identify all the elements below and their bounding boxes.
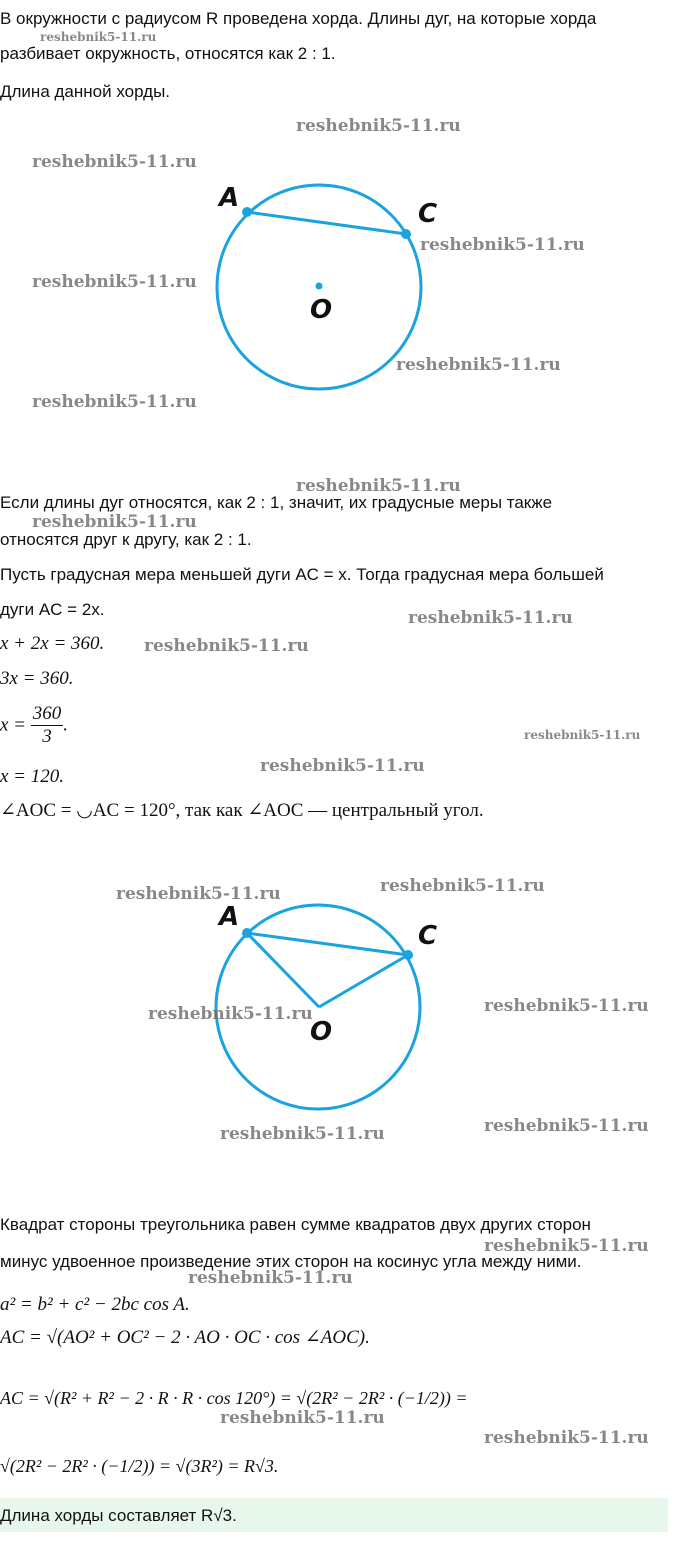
watermark: reshebnik5-11.ru (116, 884, 281, 904)
formula-result: √(2R² − 2R² · (−1/2)) = √(3R²) = R√3. (0, 1456, 279, 1476)
watermark: reshebnik5-11.ru (40, 30, 157, 44)
equation-3: x = $\frac{360}{3}$ . (0, 703, 69, 747)
formula-cosines: a² = b² + c² − 2bc cos A. (0, 1294, 190, 1315)
theorem-line-1: Квадрат стороны треугольника равен сумме квадратов двух других сторон (0, 1215, 591, 1234)
solution-line-2: относятся друг к другу, как 2 : 1. (0, 530, 252, 549)
label-o: O (310, 295, 333, 325)
equation-5: ∠AOC = ◡AC = 120°, так как ∠AOC — центральный угол. (0, 800, 484, 821)
watermark: reshebnik5-11.ru (484, 1236, 649, 1256)
solution-line-1: Если длины дуг относятся, как 2 : 1, значит, их градусные меры также (0, 493, 553, 512)
point-a (242, 928, 252, 938)
watermark: reshebnik5-11.ru (484, 996, 649, 1016)
equation-2: 3x = 360. (0, 668, 74, 689)
fraction-numerator: 360 (32, 703, 62, 724)
watermark: reshebnik5-11.ru (408, 608, 573, 628)
watermark: reshebnik5-11.ru (148, 1004, 313, 1024)
fraction-360-3 (31, 703, 64, 748)
problem-line-2: разбивает окружность, относятся как 2 : 1. (0, 44, 336, 63)
point-c (403, 950, 413, 960)
label-c: C (418, 921, 438, 951)
answer-text: Длина хорды составляет R√3. (0, 1506, 237, 1525)
label-o: O (310, 1017, 333, 1047)
point-a (242, 207, 252, 217)
equation-3-lhs: x = (0, 714, 27, 736)
watermark: reshebnik5-11.ru (32, 272, 197, 292)
problem-line-1: В окружности с радиусом R проведена хорда. Длины дуг, на которые хорда (0, 9, 597, 28)
watermark: reshebnik5-11.ru (296, 476, 461, 496)
watermark: reshebnik5-11.ru (524, 728, 641, 742)
watermark: reshebnik5-11.ru (32, 512, 197, 532)
solution-line-3: Пусть градусная мера меньшей дуги AC = x. Тогда градусная мера большей (0, 565, 604, 584)
problem-question: Длина данной хорды. (0, 82, 171, 101)
solution-line-4: дуги AC = 2x. (0, 600, 105, 619)
point-o (316, 283, 323, 290)
theorem-line-2: минус удвоенное произведение этих сторон на косинус угла между ними. (0, 1252, 582, 1271)
watermark: reshebnik5-11.ru (220, 1124, 385, 1144)
watermark: reshebnik5-11.ru (420, 235, 585, 255)
chord-ac (247, 933, 408, 955)
watermark: reshebnik5-11.ru (188, 1268, 353, 1288)
watermark: reshebnik5-11.ru (380, 876, 545, 896)
watermark: reshebnik5-11.ru (220, 1408, 385, 1428)
fraction-denominator: 3 (42, 726, 52, 747)
watermark: reshebnik5-11.ru (296, 116, 461, 136)
radius-oc (319, 955, 408, 1007)
formula-ac: AC = √(AO² + OC² − 2 · AO · OC · cos ∠AOC). (0, 1327, 370, 1348)
chord-ac (247, 212, 406, 234)
point-c (401, 229, 411, 239)
watermark: reshebnik5-11.ru (484, 1428, 649, 1448)
watermark: reshebnik5-11.ru (144, 636, 309, 656)
formula-substitution: AC = √(R² + R² − 2 · R · R · cos 120°) = √(2R² − 2R² · (−1/2)) = (0, 1388, 468, 1408)
watermark: reshebnik5-11.ru (396, 355, 561, 375)
watermark: reshebnik5-11.ru (32, 152, 197, 172)
watermark: reshebnik5-11.ru (484, 1116, 649, 1136)
label-c: C (418, 199, 438, 229)
watermark: reshebnik5-11.ru (260, 756, 425, 776)
label-a: A (219, 902, 240, 932)
label-a: A (219, 183, 240, 213)
equation-4: x = 120. (0, 766, 65, 787)
equation-1: x + 2x = 360. (0, 633, 105, 654)
radius-ao (247, 933, 319, 1007)
watermark: reshebnik5-11.ru (32, 392, 197, 412)
